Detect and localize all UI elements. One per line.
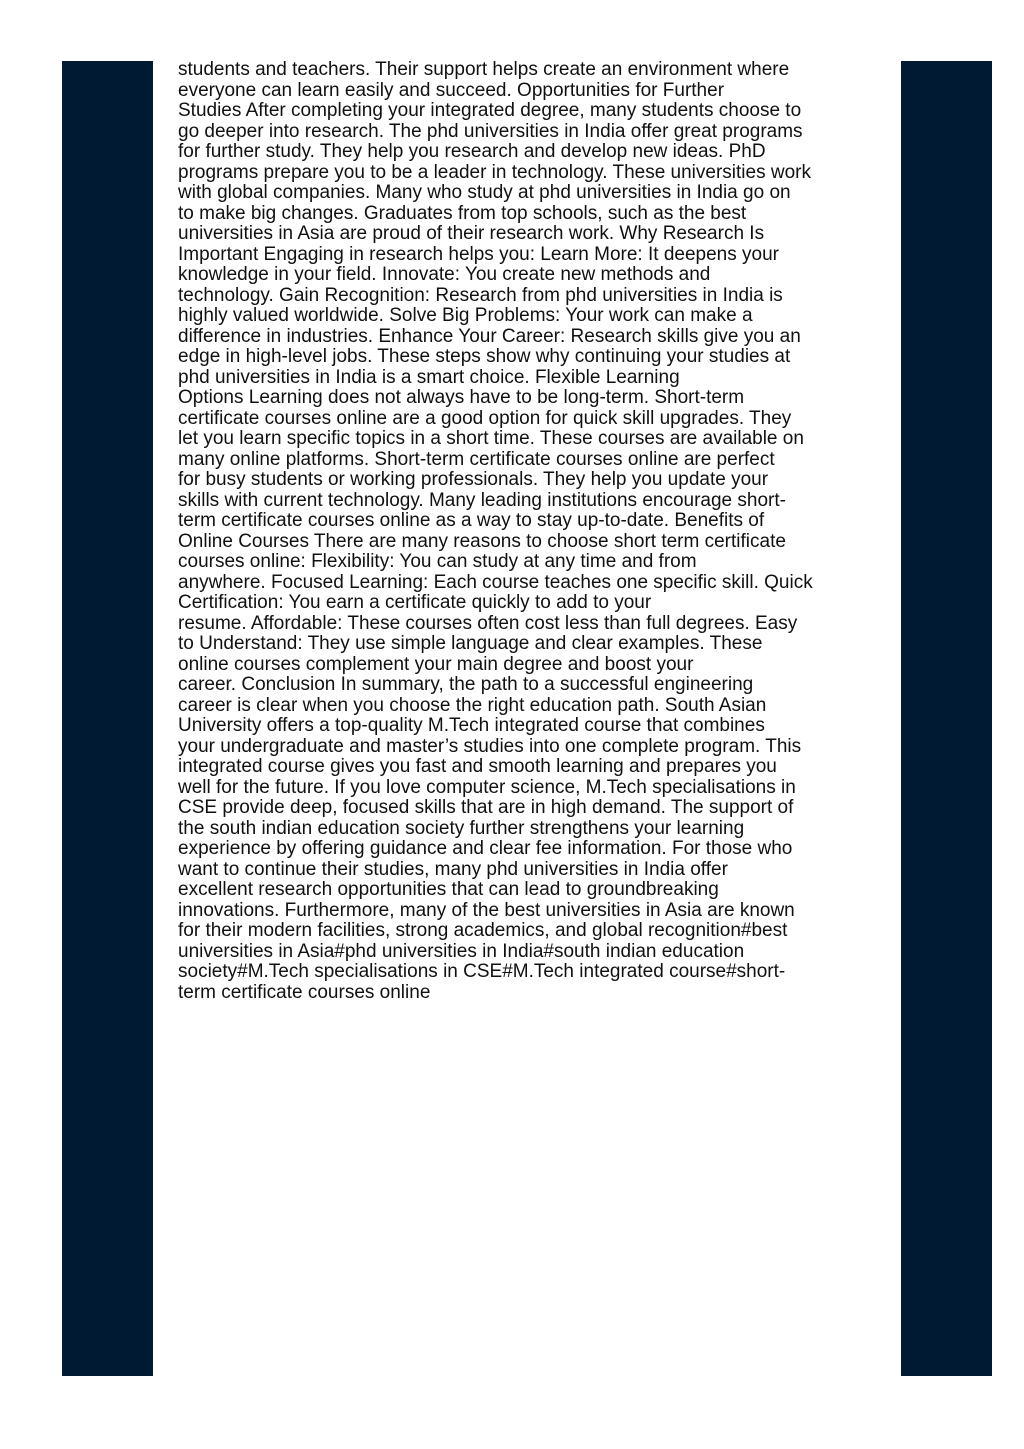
article-body [178, 60, 878, 1003]
text-line: students and teachers. Their support helps create an environment where [178, 59, 790, 80]
text-line: with global companies. Many who study at phd universities in India go on [178, 182, 791, 203]
text-line: Options Learning does not always have to be long-term. Short-term [178, 387, 745, 408]
text-line: excellent research opportunities that can lead to groundbreaking [178, 879, 719, 900]
text-line: career. Conclusion In summary, the path to a successful engineering [178, 674, 754, 695]
text-line: universities in Asia are proud of their research work. Why Research Is [178, 223, 765, 244]
text-line: experience by offering guidance and clear fee information. For those who [178, 838, 793, 859]
left-sidebar-band [62, 61, 153, 1376]
text-line: anywhere. Focused Learning: Each course teaches one specific skill. Quick [178, 571, 813, 593]
text-line: programs prepare you to be a leader in technology. These universities work [178, 161, 811, 183]
text-line: let you learn specific topics in a short time. These courses are available on [178, 428, 804, 449]
text-line: universities in Asia#phd universities in India#south indian education [178, 940, 745, 962]
text-line: CSE provide deep, focused skills that are in high demand. The support of [178, 797, 794, 818]
text-line: for their modern facilities, strong academics, and global recognition#best [178, 920, 788, 941]
right-sidebar-band [901, 61, 992, 1376]
text-line: society#M.Tech specialisations in CSE#M.Tech integrated course#short- [178, 961, 786, 982]
text-line: career is clear when you choose the right education path. South Asian [178, 694, 767, 716]
text-line: University offers a top-quality M.Tech integrated course that combines [178, 715, 765, 736]
text-line: want to continue their studies, many phd universities in India offer [178, 858, 728, 880]
text-line: Certification: You earn a certificate quickly to add to your [178, 592, 652, 613]
text-line: for busy students or working professionals. They help you update your [178, 469, 769, 490]
text-line: highly valued worldwide. Solve Big Problems: Your work can make a [178, 305, 753, 326]
text-line: the south indian education society further strengthens your learning [178, 817, 745, 839]
text-line: go deeper into research. The phd universities in India offer great programs [178, 120, 803, 142]
text-line: difference in industries. Enhance Your Career: Research skills give you an [178, 325, 801, 347]
text-line: edge in high-level jobs. These steps show why continuing your studies at [178, 346, 791, 367]
text-line: knowledge in your field. Innovate: You create new methods and [178, 264, 711, 285]
text-line: resume. Affordable: These courses often cost less than full degrees. Easy [178, 612, 798, 634]
text-line: courses online: Flexibility: You can study at any time and from [178, 551, 697, 572]
text-line: integrated course gives you fast and smooth learning and prepares you [178, 756, 777, 777]
text-line: online courses complement your main degree and boost your [178, 653, 694, 675]
text-line: Studies After completing your integrated degree, many students choose to [178, 100, 802, 121]
text-line: certificate courses online are a good option for quick skill upgrades. They [178, 407, 792, 429]
text-line: well for the future. If you love computer science, M.Tech specialisations in [178, 776, 796, 798]
text-line: for further study. They help you research and develop new ideas. PhD [178, 141, 766, 162]
text-line: your undergraduate and master’s studies into one complete program. This [178, 735, 802, 757]
text-line: many online platforms. Short-term certificate courses online are perfect [178, 448, 775, 470]
text-line: term certificate courses online [178, 981, 431, 1003]
text-line: technology. Gain Recognition: Research from phd universities in India is [178, 284, 783, 306]
text-line: Online Courses There are many reasons to choose short term certificate [178, 530, 786, 552]
text-line: innovations. Furthermore, many of the best universities in Asia are known [178, 899, 795, 921]
text-line: skills with current technology. Many leading institutions encourage short- [178, 489, 786, 511]
text-line: to make big changes. Graduates from top schools, such as the best [178, 202, 747, 224]
text-line: to Understand: They use simple language and clear examples. These [178, 633, 763, 654]
text-line: Important Engaging in research helps you: Learn More: It deepens your [178, 243, 779, 265]
text-line: phd universities in India is a smart choice. Flexible Learning [178, 366, 680, 388]
text-line: term certificate courses online as a way to stay up-to-date. Benefits of [178, 510, 765, 531]
text-line: everyone can learn easily and succeed. Opportunities for Further [178, 79, 725, 101]
